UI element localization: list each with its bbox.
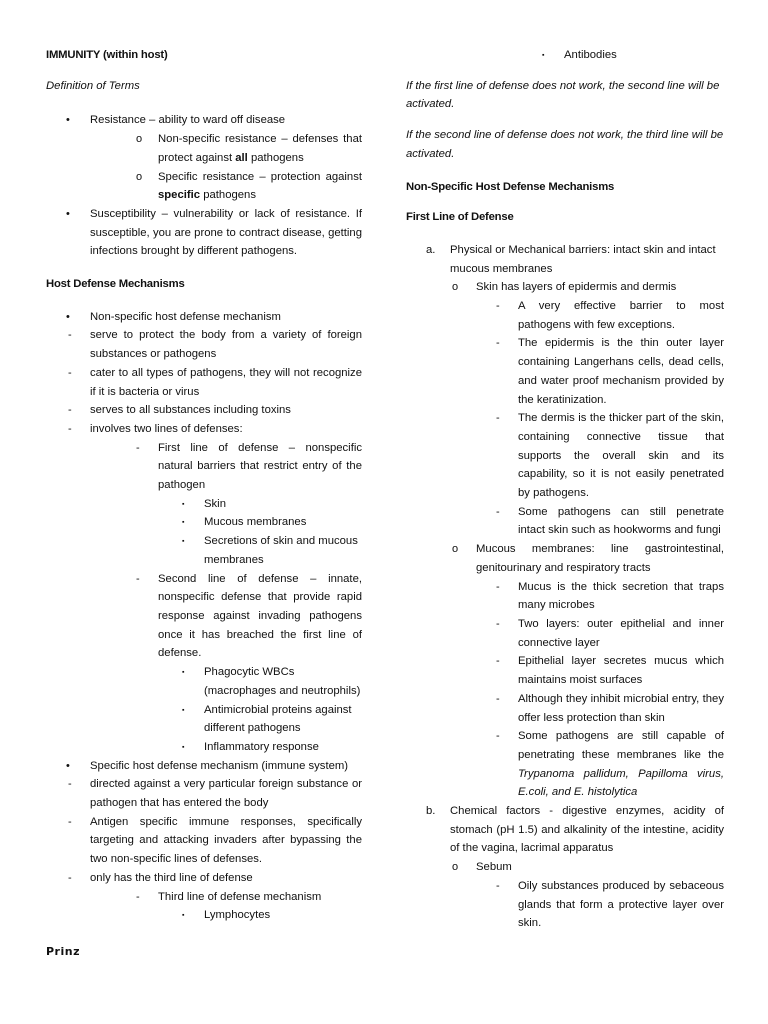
dash-marker: - bbox=[496, 580, 500, 593]
subitem-text: Antimicrobial proteins against different pathogens bbox=[204, 703, 352, 735]
point-text: serves to all substances including toxins bbox=[90, 404, 291, 417]
dash-marker: - bbox=[68, 422, 72, 435]
specific-mechanism-title: Specific host defense mechanism (immune system) bbox=[90, 759, 349, 772]
mucous-point bbox=[406, 727, 724, 802]
nonspecific-point bbox=[46, 364, 362, 401]
chemical-factors-text: Chemical factors - digestive enzymes, acidity of stomach (pH 1.5) and alkalinity of the intestine, acidity of the vagina, lacrimal apparatus bbox=[450, 805, 724, 855]
subitem-text: Secretions of skin and mucous membranes bbox=[204, 535, 358, 566]
point-text: directed against a very particular foreign substance or pathogen that has entered the body bbox=[90, 778, 362, 810]
dash-marker: - bbox=[68, 404, 72, 417]
point-text: Antigen specific immune responses, specifically targeting and attacking invaders after bypassing the two non-specific lines of defenses. bbox=[90, 815, 362, 866]
host-defense-heading: Host Defense Mechanisms bbox=[46, 278, 185, 291]
point-text: serve to protect the body from a variety of foreign substances or pathogens bbox=[90, 329, 362, 361]
square-marker: ▪ bbox=[182, 538, 185, 546]
subitem-text: Mucous membranes bbox=[204, 516, 307, 529]
second-line-item bbox=[46, 570, 362, 664]
subitem-text: Inflammatory response bbox=[204, 740, 319, 753]
circle-marker: o bbox=[136, 170, 143, 183]
specific-resistance-item bbox=[46, 168, 362, 205]
first-line-subitem bbox=[46, 495, 362, 514]
point-text: The dermis is the thicker part of the skin, containing connective tissue that supports the overall skin and its capability, so it is not easily penetrated by pathogens. bbox=[518, 412, 724, 500]
text-fragment: pathogens bbox=[200, 189, 256, 202]
dash-marker: - bbox=[496, 879, 500, 892]
first-line-heading: First Line of Defense bbox=[406, 211, 514, 224]
physical-barriers-item bbox=[406, 241, 724, 278]
skin-text: Skin has layers of epidermis and dermis bbox=[476, 281, 677, 294]
point-text: Although they inhibit microbial entry, they offer less protection than skin bbox=[518, 692, 724, 724]
italic-fragment: Trypanoma pallidum, Papilloma virus, E.coli, and E. histolytica bbox=[518, 767, 724, 799]
point-text: Mucus is the thick secretion that traps many microbes bbox=[518, 580, 724, 612]
antibodies-text: Antibodies bbox=[564, 49, 617, 61]
definition-heading: Definition of Terms bbox=[46, 79, 140, 92]
bold-fragment: all bbox=[235, 151, 248, 164]
specific-mechanism-item bbox=[46, 757, 362, 776]
point-text: involves two lines of defenses: bbox=[90, 422, 243, 435]
dash-marker: - bbox=[496, 412, 500, 425]
footer-signature: Prinz bbox=[46, 945, 80, 958]
point-text: Oily substances produced by sebaceous glands that form a protective layer over skin. bbox=[518, 879, 724, 930]
dash-marker: - bbox=[68, 329, 72, 342]
third-line-item bbox=[46, 888, 362, 907]
bullet-marker: • bbox=[66, 759, 70, 772]
mucous-point bbox=[406, 652, 724, 689]
first-line-subitem bbox=[46, 532, 362, 569]
bold-fragment: specific bbox=[158, 189, 201, 202]
sebum-text: Sebum bbox=[476, 861, 512, 874]
sebum-point bbox=[406, 877, 724, 933]
antibodies-item bbox=[406, 46, 724, 65]
dash-marker: - bbox=[496, 730, 500, 743]
point-text bbox=[518, 727, 724, 802]
second-line-subitem bbox=[46, 663, 362, 700]
specific-point bbox=[46, 775, 362, 812]
dash-marker: - bbox=[496, 300, 500, 313]
second-line-subitem bbox=[46, 701, 362, 738]
mucous-item bbox=[406, 540, 724, 577]
skin-item bbox=[406, 278, 724, 297]
second-line-text: Second line of defense – innate, nonspecific defense that provide rapid response against invading pathogens once it has breached the first line of defense. bbox=[158, 572, 362, 660]
text-fragment: Non-specific resistance – defenses that protect against bbox=[158, 133, 362, 164]
circle-marker: o bbox=[452, 281, 459, 294]
point-text: only has the third line of defense bbox=[90, 871, 253, 884]
bullet-marker: • bbox=[66, 114, 70, 127]
subitem-text: Lymphocytes bbox=[204, 909, 271, 922]
subitem-text: Skin bbox=[204, 497, 226, 510]
dash-marker: - bbox=[68, 871, 72, 884]
nonspecific-point bbox=[46, 326, 362, 363]
text-fragment: Specific resistance – protection against bbox=[158, 170, 362, 183]
point-text: cater to all types of pathogens, they will not recognize if it is bacteria or virus bbox=[90, 366, 362, 398]
skin-point bbox=[406, 297, 724, 334]
specific-point bbox=[46, 869, 362, 888]
square-marker: ▪ bbox=[182, 669, 185, 677]
activation-note-1: If the first line of defense does not work, the second line will be activated. bbox=[406, 79, 720, 111]
square-marker: ▪ bbox=[182, 500, 185, 508]
dash-marker: - bbox=[496, 617, 500, 630]
nonspecific-resistance-item bbox=[46, 130, 362, 167]
mucous-point bbox=[406, 690, 724, 727]
third-line-text: Third line of defense mechanism bbox=[158, 890, 322, 903]
dash-marker: - bbox=[136, 441, 140, 454]
point-text: Some pathogens can still penetrate intact skin such as hookworms and fungi bbox=[518, 505, 724, 537]
specific-resistance-text bbox=[158, 168, 362, 205]
dash-marker: - bbox=[496, 655, 500, 668]
letter-marker: a. bbox=[426, 243, 436, 256]
chemical-factors-item bbox=[406, 802, 724, 858]
sebum-item bbox=[406, 858, 724, 877]
mucous-point bbox=[406, 578, 724, 615]
first-line-subitem bbox=[46, 513, 362, 532]
skin-point bbox=[406, 503, 724, 540]
subitem-text: Phagocytic WBCs (macrophages and neutrophils) bbox=[204, 666, 361, 697]
dash-marker: - bbox=[68, 778, 72, 791]
dash-marker: - bbox=[136, 890, 140, 903]
circle-marker: o bbox=[452, 543, 459, 556]
nonspecific-point bbox=[46, 420, 362, 439]
point-text: The epidermis is the thin outer layer containing Langerhans cells, dead cells, and water proof mechanism provided by the keratinization. bbox=[518, 337, 724, 406]
circle-marker: o bbox=[452, 861, 459, 874]
resistance-text: Resistance – ability to ward off disease bbox=[90, 114, 286, 127]
third-line-subitem bbox=[46, 906, 362, 925]
circle-marker: o bbox=[136, 133, 143, 146]
square-marker: ▪ bbox=[182, 706, 185, 714]
square-marker: ▪ bbox=[182, 743, 185, 751]
square-marker: ▪ bbox=[182, 912, 185, 920]
left-column bbox=[46, 46, 362, 925]
bullet-marker: • bbox=[66, 310, 70, 323]
point-text: Two layers: outer epithelial and inner connective layer bbox=[518, 617, 724, 649]
nonspecific-resistance-text bbox=[158, 130, 362, 167]
resistance-item bbox=[46, 111, 362, 130]
susceptibility-text: Susceptibility – vulnerability or lack of resistance. If susceptible, you are prone to contract disease, getting infections brought by different pathogens. bbox=[90, 207, 362, 258]
bullet-marker: • bbox=[66, 207, 70, 220]
first-line-item bbox=[46, 439, 362, 495]
nonspecific-mechanism-item bbox=[46, 308, 362, 327]
nonspecific-point bbox=[46, 401, 362, 420]
square-marker: ▪ bbox=[542, 52, 545, 59]
susceptibility-item bbox=[46, 205, 362, 261]
point-text: Epithelial layer secretes mucus which maintains moist surfaces bbox=[518, 655, 724, 687]
dash-marker: - bbox=[496, 692, 500, 705]
dash-marker: - bbox=[496, 337, 500, 350]
text-fragment: Some pathogens are still capable of penetrating these membranes like the bbox=[518, 730, 724, 761]
skin-point bbox=[406, 409, 724, 503]
point-text: A very effective barrier to most pathogens with few exceptions. bbox=[518, 300, 724, 331]
dash-marker: - bbox=[68, 815, 72, 828]
text-fragment: pathogens bbox=[247, 151, 304, 164]
nonspecific-mechanism-title: Non-specific host defense mechanism bbox=[90, 310, 281, 323]
specific-point bbox=[46, 813, 362, 869]
second-line-subitem bbox=[46, 738, 362, 757]
right-column bbox=[406, 46, 724, 933]
physical-barriers-text: Physical or Mechanical barriers: intact skin and intact mucous membranes bbox=[450, 243, 716, 275]
dash-marker: - bbox=[496, 505, 500, 518]
activation-note-2: If the second line of defense does not work, the third line will be activated. bbox=[406, 129, 724, 160]
mucous-point bbox=[406, 615, 724, 652]
skin-point bbox=[406, 334, 724, 409]
first-line-text: First line of defense – nonspecific natural barriers that restrict entry of the pathogen bbox=[158, 441, 362, 492]
dash-marker: - bbox=[68, 366, 72, 379]
square-marker: ▪ bbox=[182, 519, 185, 527]
dash-marker: - bbox=[136, 572, 140, 585]
document-title: IMMUNITY (within host) bbox=[46, 49, 168, 61]
nonspecific-heading: Non-Specific Host Defense Mechanisms bbox=[406, 180, 615, 193]
letter-marker: b. bbox=[426, 805, 436, 818]
mucous-text: Mucous membranes: line gastrointestinal, genitourinary and respiratory tracts bbox=[476, 543, 724, 574]
